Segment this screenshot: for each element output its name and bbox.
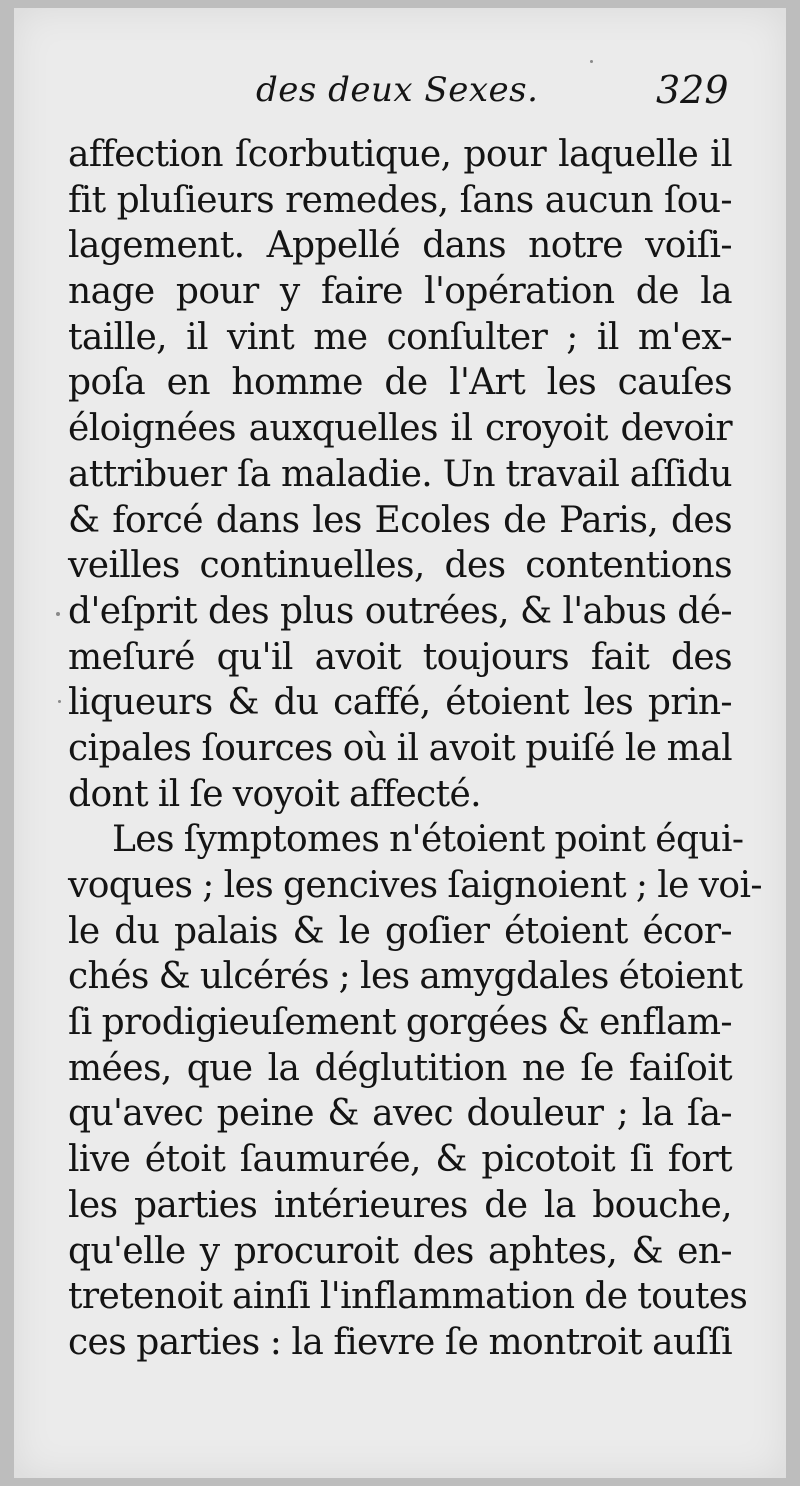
text-line: affection ſcorbutique, pour laquelle il xyxy=(68,134,732,175)
text-line: ſi prodigieuſement gorgées & enflam- xyxy=(68,1002,732,1044)
text-line: poſa en homme de l'Art les cauſes xyxy=(68,362,732,404)
text-line: d'eſprit des plus outrées, & l'abus dé- xyxy=(68,590,732,632)
ink-speck xyxy=(56,612,60,616)
text-line: fit pluſieurs remedes, ſans aucun ſou- xyxy=(68,179,732,221)
running-title: des deux Sexes. xyxy=(256,70,539,110)
text-line: tretenoit ainſi l'inflammation de toutes xyxy=(68,1276,748,1318)
text-line: mées, que la déglutition ne ſe faiſoit xyxy=(68,1047,732,1089)
page-header xyxy=(0,68,800,128)
paragraph-2 xyxy=(68,817,762,1365)
text-line: qu'avec peine & avec douleur ; la ſa- xyxy=(68,1093,732,1135)
text-line: les parties intérieures de la bouche, xyxy=(68,1184,732,1226)
text-line: cipales ſources où il avoit puiſé le mal xyxy=(68,727,732,769)
text-line: taille, il vint me conſulter ; il m'ex- xyxy=(68,316,732,358)
text-line: Les ſymptomes n'étoient point équi- xyxy=(112,819,744,861)
text-line: chés & ulcérés ; les amygdales étoient xyxy=(68,956,743,998)
page-number: 329 xyxy=(656,68,729,112)
text-line: veilles continuelles, des contentions xyxy=(68,545,732,587)
paragraph-1 xyxy=(68,132,732,817)
text-line: éloignées auxquelles il croyoit devoir xyxy=(68,408,732,450)
text-line: lagement. Appellé dans notre voiſi- xyxy=(68,225,732,267)
text-line: live étoit ſaumurée, & picotoit ſi fort xyxy=(68,1139,732,1181)
text-line: & forcé dans les Ecoles de Paris, des xyxy=(68,499,732,541)
text-line: liqueurs & du caffé, étoient les prin- xyxy=(68,682,732,724)
text-line: le du palais & le goſier étoient écor- xyxy=(68,910,732,952)
text-line: meſuré qu'il avoit toujours fait des xyxy=(68,636,732,678)
text-line: nage pour y faire l'opération de la xyxy=(68,271,732,313)
text-line: dont il ſe voyoit affecté. xyxy=(68,773,481,815)
ink-speck xyxy=(590,60,593,63)
body-text xyxy=(68,132,762,1366)
text-line: attribuer ſa maladie. Un travail aſſidu xyxy=(68,453,732,495)
ink-speck xyxy=(58,700,61,703)
text-line: ces parties : la fievre ſe montroit auſſi xyxy=(68,1321,732,1363)
text-line: qu'elle y procuroit des aphtes, & en- xyxy=(68,1230,732,1272)
text-line: voques ; les gencives ſaignoient ; le voi- xyxy=(68,865,762,906)
